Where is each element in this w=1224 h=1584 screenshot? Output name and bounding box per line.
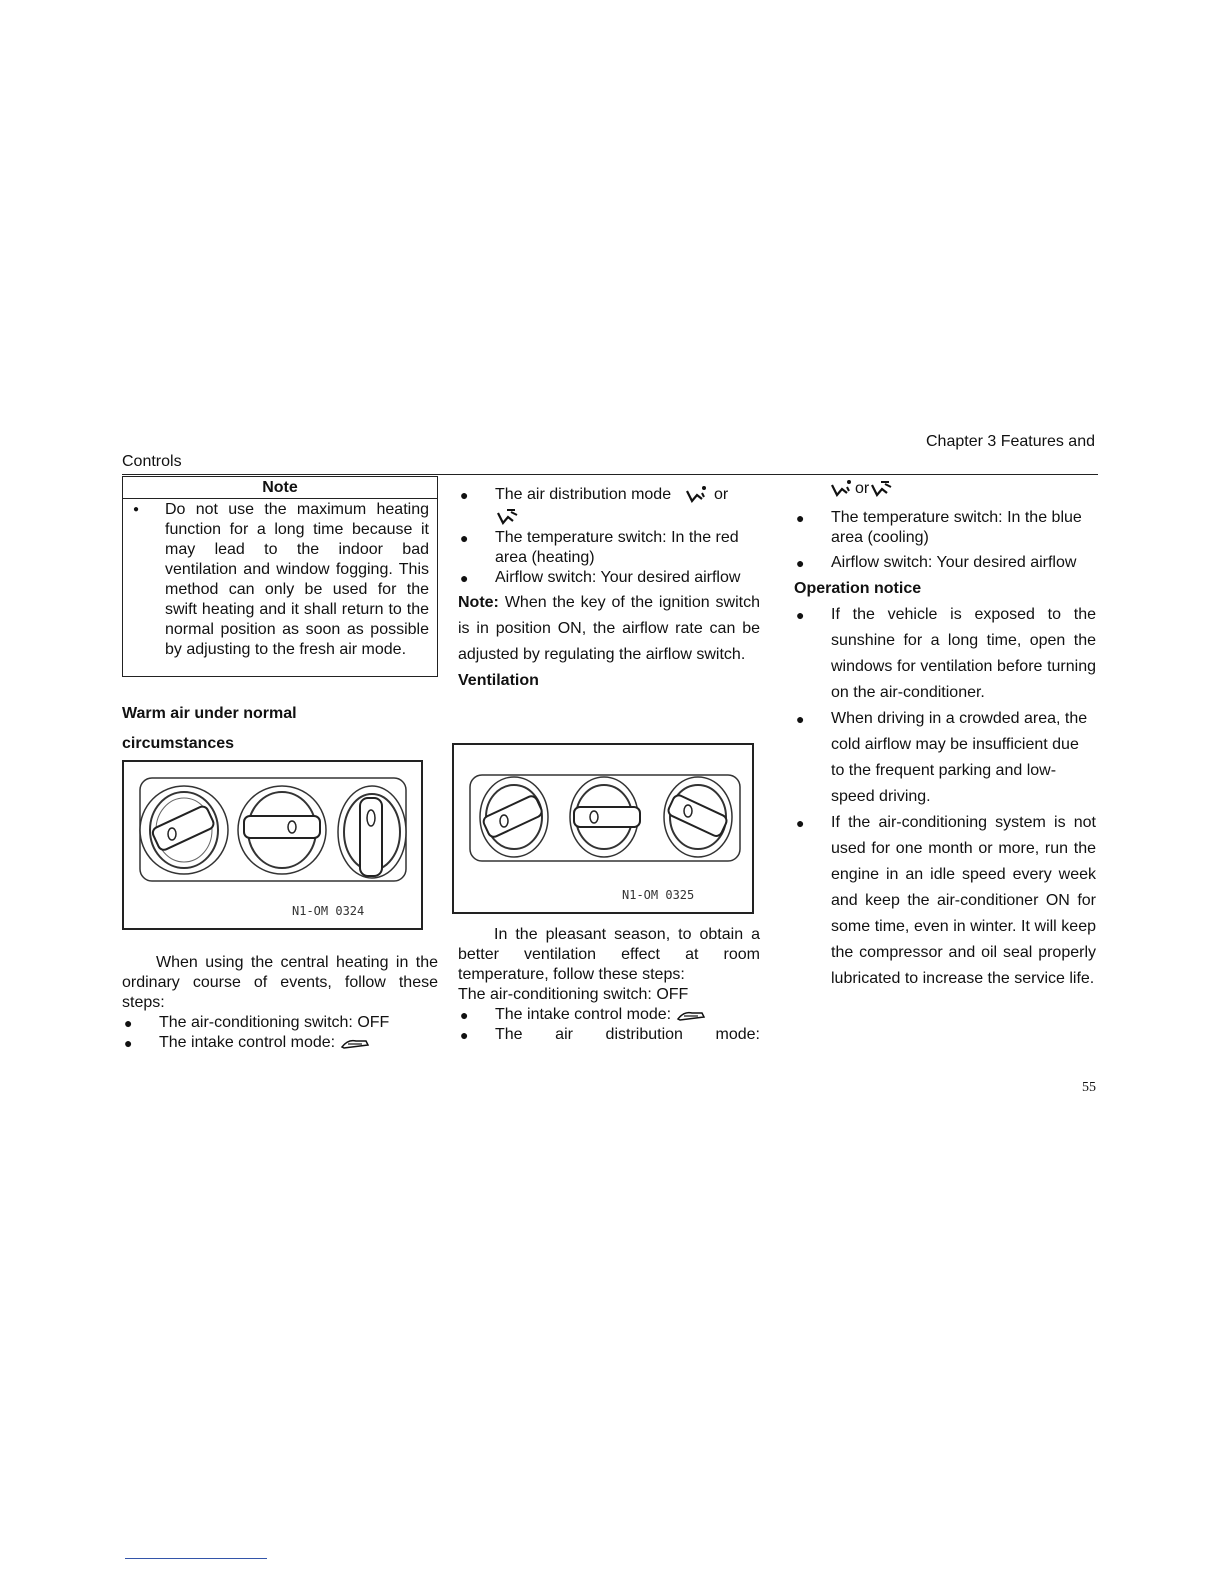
vent-mode-line <box>794 476 1096 502</box>
column-1-lower <box>122 953 438 1053</box>
list-item-text: The air distribution mode: <box>495 1026 760 1043</box>
list-item-text: The intake control mode: <box>159 1034 336 1051</box>
bullet-icon: ● <box>124 1015 133 1031</box>
bullet-icon: ● <box>796 711 805 727</box>
list-item-text: When driving in a crowded area, the cold airflow may be insufficient due to the frequent parking and low-speed driving. <box>831 710 1088 805</box>
list-item <box>794 602 1096 706</box>
control-knob-icon <box>338 786 406 878</box>
header-rule <box>122 474 1098 475</box>
list-item-text: The intake control mode: <box>495 1006 672 1023</box>
bullet-icon: ● <box>133 504 140 515</box>
heading-line: Warm air under normal <box>122 705 297 722</box>
control-knob-icon <box>570 777 640 857</box>
paragraph: When using the central heating in the ordinary course of events, follow these steps: <box>122 954 438 1011</box>
or-text: or <box>855 480 870 497</box>
bullet-icon: ● <box>460 530 469 546</box>
list-item <box>458 568 760 588</box>
list-item <box>794 706 1096 810</box>
column-2-lower <box>458 925 760 1045</box>
bullet-icon: ● <box>460 1007 469 1023</box>
section-heading-warm-air <box>122 699 438 759</box>
control-panel-illustration <box>124 762 421 928</box>
fresh-air-intake-icon <box>340 1036 370 1050</box>
bullet-icon: ● <box>460 570 469 586</box>
note-title: Note <box>123 477 437 499</box>
list-item-text: If the air-conditioning system is not used for one month or more, run the engine in an idle speed every week and keep the air-conditioner ON for some time, even in winter. It will keep the compressor and oil seal properly lubricated to increase the service life. <box>831 814 1096 987</box>
list-item-text: The temperature switch: In the blue area (cooling) <box>831 509 1082 546</box>
control-knob-icon <box>480 777 548 857</box>
bullet-icon: ● <box>124 1035 133 1051</box>
control-knob-icon <box>238 786 326 874</box>
note-box <box>122 476 438 677</box>
control-panel-illustration <box>454 745 752 912</box>
heading-line: circumstances <box>122 735 235 752</box>
control-knob-icon <box>664 777 732 857</box>
running-header-section: Controls <box>122 453 182 470</box>
column-2 <box>458 476 760 694</box>
page-number: 55 <box>1082 1080 1096 1095</box>
section-heading-operation-notice: Operation notice <box>794 580 922 597</box>
bullet-icon: ● <box>796 607 805 623</box>
column-3 <box>794 476 1096 992</box>
list-item-text: If the vehicle is exposed to the sunshine for a long time, open the windows for ventilation before turning on the air-conditioner. <box>831 606 1096 701</box>
figure-ventilation-controls <box>452 743 754 914</box>
list-item <box>458 484 760 528</box>
figure-label: N1-OM 0325 <box>622 888 695 902</box>
note-text: Do not use the maximum heating function for a long time because it may lead to the indoor bad ventilation and window fogging. This method can only be used for the swift heating and it shall return to the normal position as soon as possible by adjusting to the fresh air mode. <box>165 501 429 658</box>
bullet-icon: ● <box>796 510 805 526</box>
list-item <box>458 528 760 568</box>
list-item <box>122 1013 438 1033</box>
fresh-air-intake-icon <box>676 1008 706 1022</box>
list-item <box>458 1005 760 1025</box>
bullet-icon: ● <box>460 1027 469 1043</box>
or-text: or <box>714 486 729 503</box>
section-heading-ventilation: Ventilation <box>458 672 539 689</box>
ac-line: The air-conditioning switch: OFF <box>458 986 689 1003</box>
list-item <box>794 550 1096 576</box>
list-item-text: Airflow switch: Your desired airflow <box>831 554 1077 571</box>
bullet-icon: ● <box>796 555 805 571</box>
bilevel-vent-icon <box>495 507 521 527</box>
list-item-text: The temperature switch: In the red area (heating) <box>495 529 739 566</box>
list-item <box>122 1033 438 1053</box>
bullet-icon: ● <box>460 487 469 503</box>
control-knob-icon <box>140 786 228 874</box>
list-item-text: The air-conditioning switch: OFF <box>159 1014 390 1031</box>
face-vent-icon <box>684 485 710 505</box>
figure-label: N1-OM 0324 <box>292 904 365 918</box>
face-vent-icon <box>829 479 855 499</box>
running-header-chapter: Chapter 3 Features and <box>926 433 1095 450</box>
note-paragraph <box>458 590 760 668</box>
list-item <box>794 508 1096 548</box>
list-item <box>458 1025 760 1045</box>
paragraph: In the pleasant season, to obtain a better ventilation effect at room temperature, follow these steps: <box>458 926 760 983</box>
column-1 <box>122 476 438 759</box>
note-text: When the key of the ignition switch is in position ON, the airflow rate can be adjusted by regulating the airflow switch. <box>458 594 760 663</box>
list-item-text: Airflow switch: Your desired airflow <box>495 569 741 586</box>
bilevel-vent-icon <box>869 479 895 499</box>
note-label: Note: <box>458 594 499 611</box>
list-item <box>794 810 1096 992</box>
list-item-text: The air distribution mode <box>495 486 672 503</box>
bullet-icon: ● <box>796 815 805 831</box>
figure-heating-controls <box>122 760 423 930</box>
footer-line <box>125 1558 267 1559</box>
